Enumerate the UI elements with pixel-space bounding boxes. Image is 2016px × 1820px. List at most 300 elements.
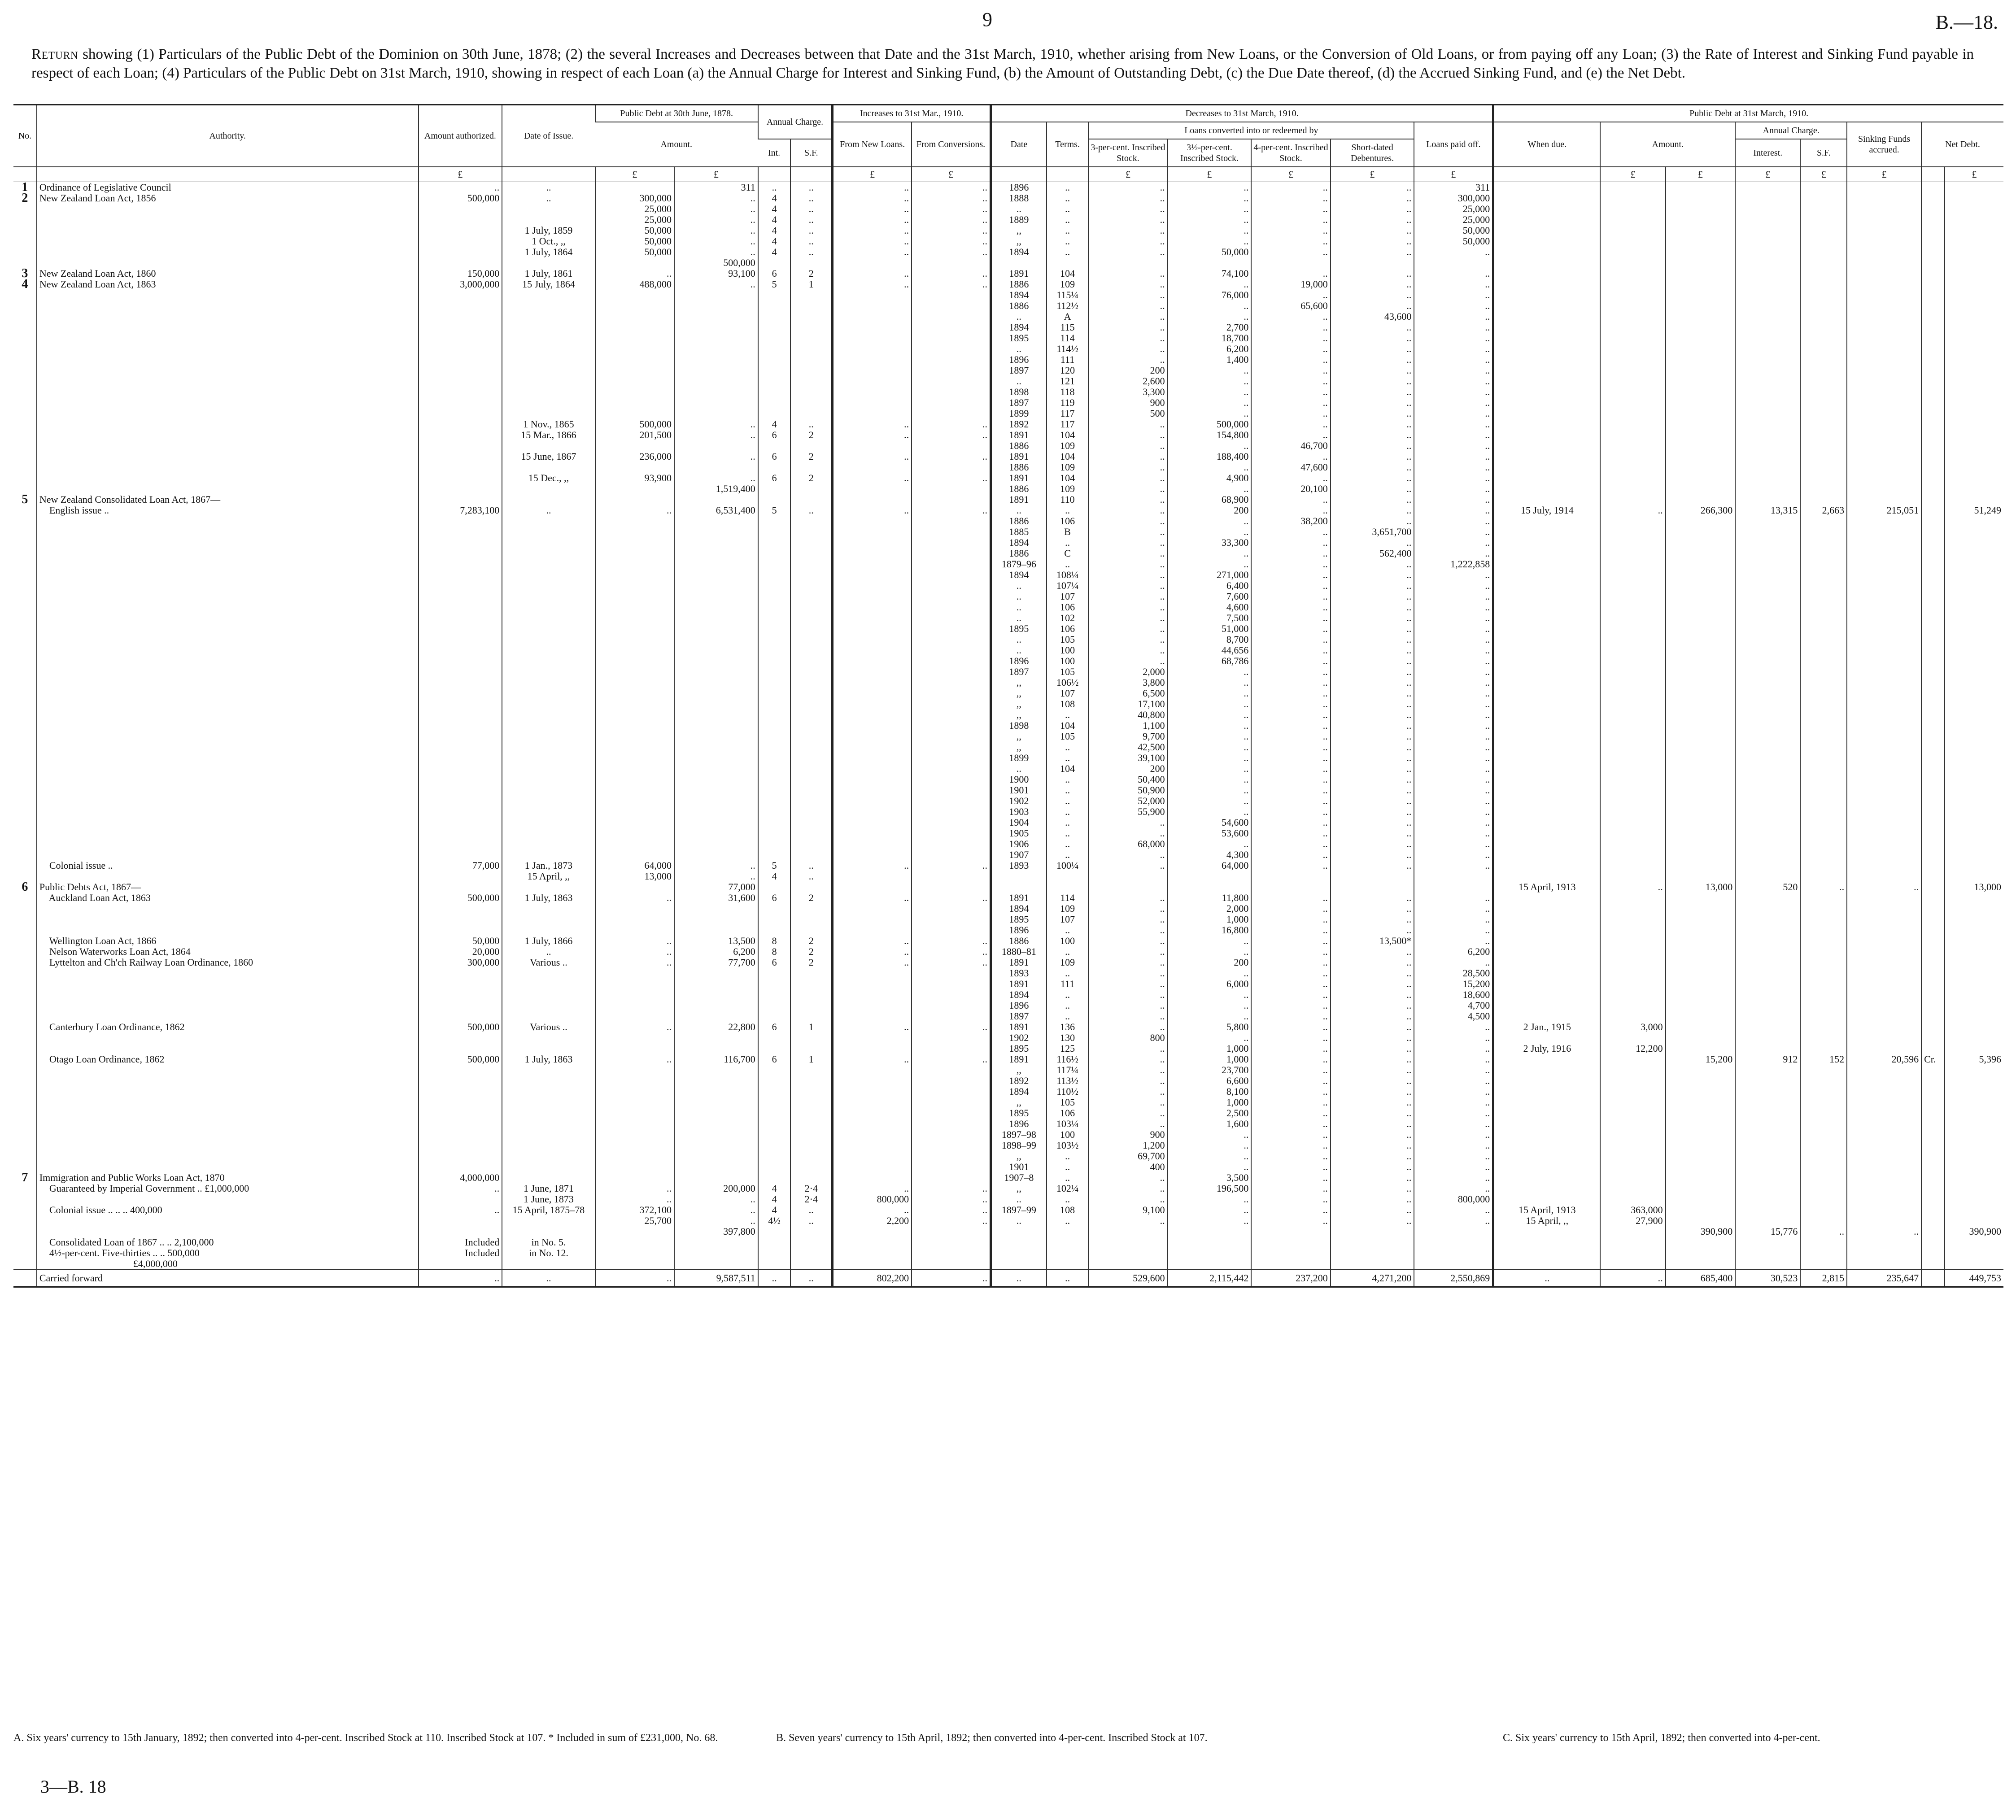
table-cell: [1945, 1129, 2003, 1140]
table-cell: [1945, 688, 2003, 699]
table-row: [13, 462, 2003, 473]
table-cell: [1414, 1237, 1493, 1248]
table-cell: ..: [1251, 989, 1330, 1000]
table-cell: [1600, 828, 1665, 839]
table-cell: [419, 925, 502, 936]
table-cell: [1735, 1205, 1800, 1215]
table-cell: [833, 634, 912, 645]
table-cell: ..: [1088, 516, 1167, 527]
table-cell: [1600, 1162, 1665, 1172]
table-cell: [595, 1151, 674, 1162]
table-cell: [758, 322, 791, 333]
table-cell: [1493, 656, 1601, 666]
table-cell: [1493, 300, 1601, 311]
table-cell: [790, 322, 832, 333]
table-cell: ..: [1331, 1000, 1414, 1011]
table-cell: 4: [758, 236, 791, 247]
table-cell: [1666, 1194, 1736, 1205]
table-cell: [1735, 785, 1800, 796]
table-cell: [1921, 354, 1945, 365]
table-cell: [1945, 720, 2003, 731]
table-cell: [790, 537, 832, 548]
table-cell: [1921, 720, 1945, 731]
table-cell: [13, 570, 37, 580]
table-cell: [419, 483, 502, 494]
table-cell: ..: [1331, 849, 1414, 860]
table-row: [13, 516, 2003, 527]
table-cell: ..: [419, 1205, 502, 1215]
table-cell: [502, 290, 595, 300]
table-cell: [790, 925, 832, 936]
table-cell: ..: [1251, 365, 1330, 376]
table-cell: [1800, 1215, 1847, 1226]
table-cell: 1,600: [1168, 1119, 1252, 1129]
table-cell: [1735, 225, 1800, 236]
table-cell: 390,900: [1666, 1226, 1736, 1237]
table-cell: ,,: [991, 688, 1046, 699]
table-cell: [758, 677, 791, 688]
table-cell: [1666, 268, 1736, 279]
table-cell: [674, 699, 758, 710]
table-cell: [1666, 300, 1736, 311]
table-cell: [912, 1258, 991, 1270]
table-cell: [1921, 494, 1945, 505]
table-cell: [37, 225, 419, 236]
table-cell: [13, 817, 37, 828]
table-cell: [758, 1172, 791, 1183]
table-cell: [1331, 257, 1414, 268]
table-cell: [833, 720, 912, 731]
table-cell: ..: [912, 279, 991, 290]
table-cell: [833, 1258, 912, 1270]
col-annual-charge-1910: Annual Charge.: [1735, 122, 1847, 139]
table-cell: [912, 968, 991, 979]
table-cell: [833, 527, 912, 537]
table-row: [13, 559, 2003, 570]
table-cell: [1945, 1140, 2003, 1151]
table-cell: [1735, 1065, 1800, 1075]
table-cell: ..: [1414, 268, 1493, 279]
table-cell: [790, 365, 832, 376]
table-cell: ..: [790, 204, 832, 214]
table-cell: ..: [1331, 677, 1414, 688]
table-cell: [1921, 634, 1945, 645]
table-cell: [833, 1075, 912, 1086]
table-cell: ..: [1088, 419, 1167, 430]
table-cell: [1945, 365, 2003, 376]
table-cell: 4,700: [1414, 1000, 1493, 1011]
table-cell: [758, 979, 791, 989]
table-cell: [1493, 1032, 1601, 1043]
table-cell: ..: [1088, 311, 1167, 322]
table-cell: [13, 548, 37, 559]
table-cell: [1493, 1226, 1601, 1237]
table-cell: [13, 645, 37, 656]
table-cell: [1047, 882, 1088, 893]
table-cell: [13, 462, 37, 473]
table-cell: ..: [833, 204, 912, 214]
table-cell: [1847, 473, 1921, 483]
table-cell: ..: [502, 505, 595, 516]
table-cell: [1600, 548, 1665, 559]
table-cell: [1735, 236, 1800, 247]
table-cell: 1896: [991, 925, 1046, 936]
table-cell: ..: [674, 279, 758, 290]
table-cell: [1847, 785, 1921, 796]
table-cell: [1800, 1162, 1847, 1172]
table-cell: [912, 548, 991, 559]
table-cell: [1847, 236, 1921, 247]
table-cell: Nelson Waterworks Loan Act, 1864: [37, 946, 419, 957]
table-cell: ..: [1331, 656, 1414, 666]
table-cell: [1735, 462, 1800, 473]
table-cell: ..: [833, 505, 912, 516]
table-cell: [674, 311, 758, 322]
table-cell: [1945, 1119, 2003, 1129]
table-cell: [1493, 1108, 1601, 1119]
table-cell: 1: [790, 279, 832, 290]
table-cell: English issue ..: [37, 505, 419, 516]
table-row: [13, 1248, 2003, 1258]
total-cell: ..: [991, 1270, 1046, 1287]
table-cell: [1945, 236, 2003, 247]
table-cell: ..: [1168, 688, 1252, 699]
table-cell: [833, 613, 912, 623]
table-cell: [1600, 645, 1665, 656]
table-cell: 912: [1735, 1054, 1800, 1065]
table-cell: [1493, 677, 1601, 688]
table-cell: ..: [1168, 1194, 1252, 1205]
table-cell: [1847, 430, 1921, 440]
table-cell: ..: [1251, 1022, 1330, 1032]
table-cell: [419, 989, 502, 1000]
table-cell: [37, 419, 419, 430]
table-cell: [833, 785, 912, 796]
table-cell: [37, 365, 419, 376]
table-cell: [1847, 613, 1921, 623]
table-cell: 68,786: [1168, 656, 1252, 666]
table-cell: [1921, 505, 1945, 516]
table-cell: [790, 1172, 832, 1183]
table-cell: ..: [1414, 333, 1493, 344]
table-cell: [674, 688, 758, 699]
table-cell: 15 April, ,,: [502, 871, 595, 882]
table-cell: [419, 720, 502, 731]
col-amount-authorized: Amount authorized.: [419, 105, 502, 167]
table-cell: [13, 419, 37, 430]
table-cell: [1735, 871, 1800, 882]
table-cell: [13, 1140, 37, 1151]
table-cell: [1735, 290, 1800, 300]
table-cell: ..: [1414, 753, 1493, 763]
table-cell: [1600, 914, 1665, 925]
table-cell: [1600, 925, 1665, 936]
table-cell: ..: [1331, 1043, 1414, 1054]
table-row: [13, 871, 2003, 882]
table-cell: [1800, 182, 1847, 193]
table-cell: [502, 1097, 595, 1108]
table-cell: ..: [1088, 602, 1167, 613]
table-cell: ..: [1168, 311, 1252, 322]
table-cell: [1047, 1237, 1088, 1248]
col-converted-header: Loans converted into or redeemed by: [1088, 122, 1414, 139]
table-cell: 2,700: [1168, 322, 1252, 333]
total-cell: ..: [502, 1270, 595, 1287]
table-cell: [1088, 1258, 1167, 1270]
table-cell: 800,000: [1414, 1194, 1493, 1205]
table-cell: [1600, 796, 1665, 806]
table-cell: [1800, 236, 1847, 247]
table-cell: [1251, 1226, 1330, 1237]
table-cell: [13, 214, 37, 225]
table-cell: [502, 1151, 595, 1162]
table-cell: ..: [1047, 946, 1088, 957]
table-cell: 22,800: [674, 1022, 758, 1032]
table-cell: 188,400: [1168, 451, 1252, 462]
table-cell: [595, 774, 674, 785]
total-cell: 9,587,511: [674, 1270, 758, 1287]
table-cell: [1666, 699, 1736, 710]
table-cell: 1894: [991, 903, 1046, 914]
table-cell: ..: [1414, 774, 1493, 785]
table-cell: ..: [833, 860, 912, 871]
table-cell: [1945, 849, 2003, 860]
table-cell: [1847, 720, 1921, 731]
table-cell: ..: [1414, 570, 1493, 580]
table-cell: ..: [1414, 300, 1493, 311]
table-cell: [1945, 623, 2003, 634]
table-cell: [1945, 914, 2003, 925]
table-row: [13, 634, 2003, 645]
table-cell: Otago Loan Ordinance, 1862: [37, 1054, 419, 1065]
table-cell: 2 July, 1916: [1493, 1043, 1601, 1054]
table-cell: [1666, 527, 1736, 537]
table-cell: [1921, 1162, 1945, 1172]
unit-cell: £: [833, 167, 912, 182]
table-cell: [1800, 204, 1847, 214]
table-cell: [502, 731, 595, 742]
table-cell: [674, 1011, 758, 1022]
table-cell: [502, 322, 595, 333]
table-cell: [1493, 214, 1601, 225]
table-cell: 54,600: [1168, 817, 1252, 828]
table-cell: [758, 645, 791, 656]
table-cell: 1894: [991, 247, 1046, 257]
table-cell: [595, 300, 674, 311]
table-cell: [1735, 979, 1800, 989]
unit-cell: £: [1800, 167, 1847, 182]
table-cell: [1600, 893, 1665, 903]
table-cell: 15 June, 1867: [502, 451, 595, 462]
table-cell: [674, 1065, 758, 1075]
table-cell: [1847, 225, 1921, 236]
table-row: [13, 1258, 2003, 1270]
table-cell: [1251, 1258, 1330, 1270]
table-cell: [37, 376, 419, 387]
table-cell: [595, 849, 674, 860]
table-cell: [1921, 699, 1945, 710]
table-cell: [502, 623, 595, 634]
table-cell: [1600, 473, 1665, 483]
table-cell: [1847, 1140, 1921, 1151]
table-cell: ..: [1251, 688, 1330, 699]
table-cell: 1897–98: [991, 1129, 1046, 1140]
table-cell: [1921, 247, 1945, 257]
table-cell: [1735, 279, 1800, 290]
table-cell: [1493, 365, 1601, 376]
table-cell: [1600, 699, 1665, 710]
table-cell: 119: [1047, 397, 1088, 408]
table-cell: [1735, 387, 1800, 397]
unit-cell: £: [419, 167, 502, 182]
table-cell: ..: [1088, 979, 1167, 989]
table-cell: [912, 1065, 991, 1075]
table-cell: ..: [1088, 527, 1167, 537]
table-cell: [1666, 774, 1736, 785]
table-cell: [419, 796, 502, 806]
table-cell: [1666, 1183, 1736, 1194]
table-cell: [1666, 537, 1736, 548]
table-cell: [1945, 634, 2003, 645]
table-cell: [1168, 1226, 1252, 1237]
table-cell: [674, 1162, 758, 1172]
table-cell: [1251, 1248, 1330, 1258]
table-cell: [419, 1226, 502, 1237]
table-cell: [674, 559, 758, 570]
table-cell: [912, 914, 991, 925]
table-row: [13, 505, 2003, 516]
table-cell: [502, 580, 595, 591]
table-cell: [833, 925, 912, 936]
table-cell: ..: [1251, 753, 1330, 763]
table-cell: [1493, 311, 1601, 322]
table-cell: [13, 763, 37, 774]
table-cell: [758, 1151, 791, 1162]
table-cell: [758, 806, 791, 817]
table-cell: 1894: [991, 322, 1046, 333]
table-cell: [595, 656, 674, 666]
table-cell: 13,000: [1945, 882, 2003, 893]
table-cell: ..: [1414, 365, 1493, 376]
table-cell: 4,900: [1168, 473, 1252, 483]
table-cell: [1735, 839, 1800, 849]
table-cell: [1921, 1248, 1945, 1258]
table-cell: [674, 720, 758, 731]
table-cell: [1847, 344, 1921, 354]
table-cell: 311: [1414, 182, 1493, 193]
table-cell: ..: [1414, 1172, 1493, 1183]
table-cell: [1847, 1151, 1921, 1162]
table-cell: ..: [1251, 613, 1330, 623]
table-cell: ..: [1331, 537, 1414, 548]
total-cell: ..: [1600, 1270, 1665, 1287]
table-cell: [1945, 559, 2003, 570]
table-cell: [1600, 1108, 1665, 1119]
table-cell: [1847, 1119, 1921, 1129]
table-cell: [13, 354, 37, 365]
table-cell: [674, 989, 758, 1000]
table-cell: 43,600: [1331, 311, 1414, 322]
table-cell: [13, 1151, 37, 1162]
table-cell: [37, 247, 419, 257]
table-cell: [1600, 236, 1665, 247]
table-cell: [1921, 537, 1945, 548]
table-cell: [1945, 290, 2003, 300]
table-cell: [1945, 1151, 2003, 1162]
table-cell: [1800, 430, 1847, 440]
table-cell: [1735, 494, 1800, 505]
unit-cell: £: [595, 167, 674, 182]
table-cell: [1493, 279, 1601, 290]
table-cell: [13, 440, 37, 451]
table-cell: ..: [1251, 656, 1330, 666]
table-cell: ..: [419, 182, 502, 193]
table-cell: [1735, 860, 1800, 871]
table-cell: [595, 387, 674, 397]
table-cell: ..: [1331, 559, 1414, 570]
table-cell: 1: [22, 180, 28, 194]
table-cell: [1800, 419, 1847, 430]
table-cell: [1800, 300, 1847, 311]
table-cell: [1945, 333, 2003, 344]
table-cell: [13, 344, 37, 354]
table-cell: ..: [1331, 1054, 1414, 1065]
table-cell: [1847, 634, 1921, 645]
table-cell: [595, 720, 674, 731]
table-cell: [13, 527, 37, 537]
table-cell: Guaranteed by Imperial Government .. £1,000,000: [37, 1183, 419, 1194]
table-cell: [1666, 763, 1736, 774]
table-cell: 28,500: [1414, 968, 1493, 979]
table-cell: [1800, 828, 1847, 839]
table-cell: [1921, 193, 1945, 204]
table-cell: [1921, 236, 1945, 247]
table-cell: 1891: [991, 957, 1046, 968]
table-row: [13, 860, 2003, 871]
table-cell: [1921, 419, 1945, 430]
table-cell: [419, 1043, 502, 1054]
table-cell: [595, 1226, 674, 1237]
table-cell: [1493, 527, 1601, 537]
table-cell: [1666, 1032, 1736, 1043]
table-cell: 6,400: [1168, 580, 1252, 591]
table-cell: [1493, 957, 1601, 968]
table-cell: [1945, 925, 2003, 936]
table-cell: [1735, 344, 1800, 354]
table-cell: 4,500: [1414, 1011, 1493, 1022]
table-cell: 1,100: [1088, 720, 1167, 731]
table-cell: [502, 483, 595, 494]
table-cell: ..: [1414, 408, 1493, 419]
table-cell: [758, 527, 791, 537]
table-cell: [1493, 774, 1601, 785]
table-cell: [1800, 537, 1847, 548]
table-row: [13, 1065, 2003, 1075]
table-cell: ..: [674, 236, 758, 247]
table-cell: 1893: [991, 968, 1046, 979]
table-cell: [13, 785, 37, 796]
table-cell: [1800, 666, 1847, 677]
table-cell: [1493, 397, 1601, 408]
table-cell: 800,000: [833, 1194, 912, 1205]
table-cell: [1945, 742, 2003, 753]
table-cell: [1945, 1022, 2003, 1032]
footnote-c: C. Six years' currency to 15th April, 1892; then converted into 4-per-cent.: [1503, 1732, 1820, 1744]
table-cell: [1800, 1086, 1847, 1097]
table-cell: ..: [833, 279, 912, 290]
table-cell: ..: [1088, 817, 1167, 828]
table-cell: ..: [1168, 1205, 1252, 1215]
